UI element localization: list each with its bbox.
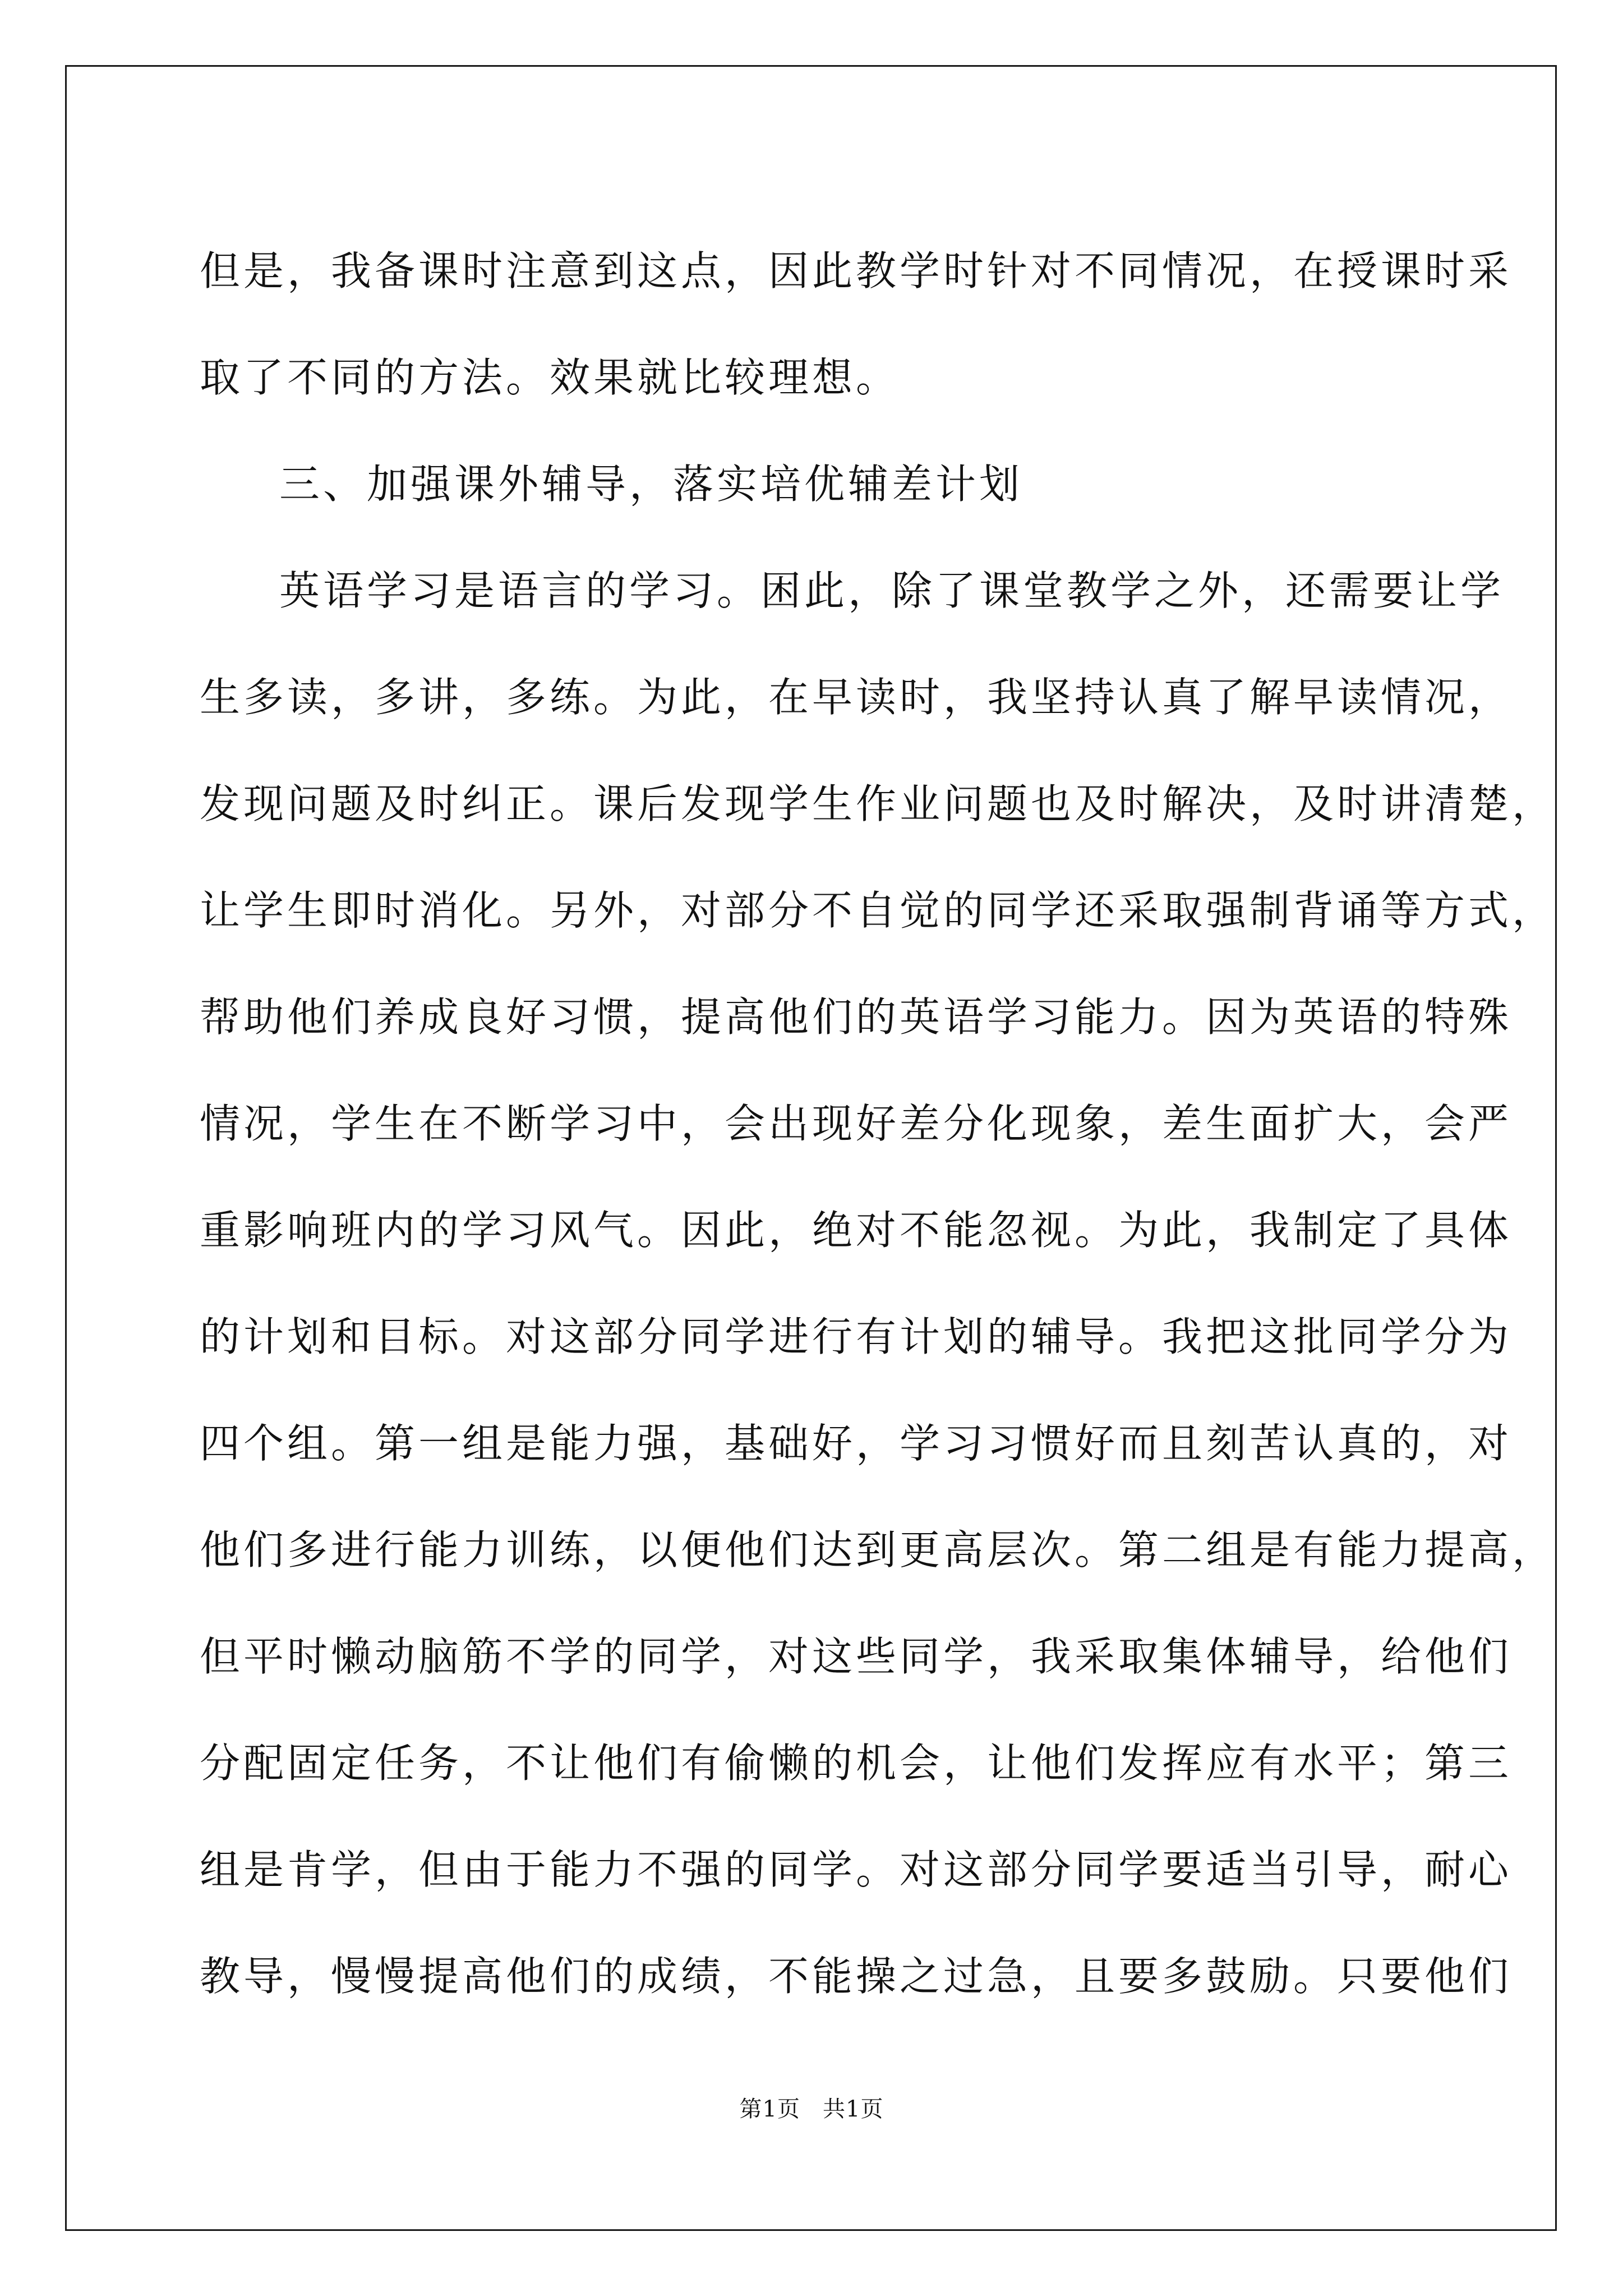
body-line: 他们多进行能力训练，以便他们达到更高层次。第二组是有能力提高， xyxy=(200,1526,1556,1573)
section-heading: 三、加强课外辅导，落实培优辅差计划 xyxy=(279,461,1023,508)
document-body xyxy=(200,218,1556,2030)
page-footer xyxy=(0,2092,1623,2126)
body-line: 组是肯学，但由于能力不强的同学。对这部分同学要适当引导，耐心 xyxy=(200,1846,1513,1893)
body-line: 四个组。第一组是能力强，基础好，学习习惯好而且刻苦认真的，对 xyxy=(200,1420,1513,1467)
body-line: 的计划和目标。对这部分同学进行有计划的辅导。我把这批同学分为 xyxy=(200,1313,1513,1360)
body-line: 帮助他们养成良好习惯，提高他们的英语学习能力。因为英语的特殊 xyxy=(200,993,1513,1041)
body-line: 但平时懒动脑筋不学的同学，对这些同学，我采取集体辅导，给他们 xyxy=(200,1633,1513,1680)
body-line: 但是，我备课时注意到这点，因此教学时针对不同情况，在授课时采 xyxy=(200,247,1513,295)
body-line: 教导，慢慢提高他们的成绩，不能操之过急，且要多鼓励。只要他们 xyxy=(200,1953,1513,2000)
body-line: 生多读，多讲，多练。为此，在早读时，我坚持认真了解早读情况， xyxy=(200,674,1513,721)
body-line: 让学生即时消化。另外，对部分不自觉的同学还采取强制背诵等方式， xyxy=(200,887,1556,934)
body-line: 发现问题及时纠正。课后发现学生作业问题也及时解决，及时讲清楚， xyxy=(200,780,1556,827)
body-line: 情况，学生在不断学习中，会出现好差分化现象，差生面扩大，会严 xyxy=(200,1100,1513,1147)
body-line: 分配固定任务，不让他们有偷懒的机会，让他们发挥应有水平；第三 xyxy=(200,1740,1513,1787)
page-number: 第1页 xyxy=(739,2096,800,2122)
body-line: 英语学习是语言的学习。困此，除了课堂教学之外，还需要让学 xyxy=(279,567,1505,614)
body-line: 取了不同的方法。效果就比较理想。 xyxy=(200,354,900,401)
page-total: 共1页 xyxy=(823,2096,884,2122)
body-line: 重影响班内的学习风气。因此，绝对不能忽视。为此，我制定了具体 xyxy=(200,1207,1513,1254)
